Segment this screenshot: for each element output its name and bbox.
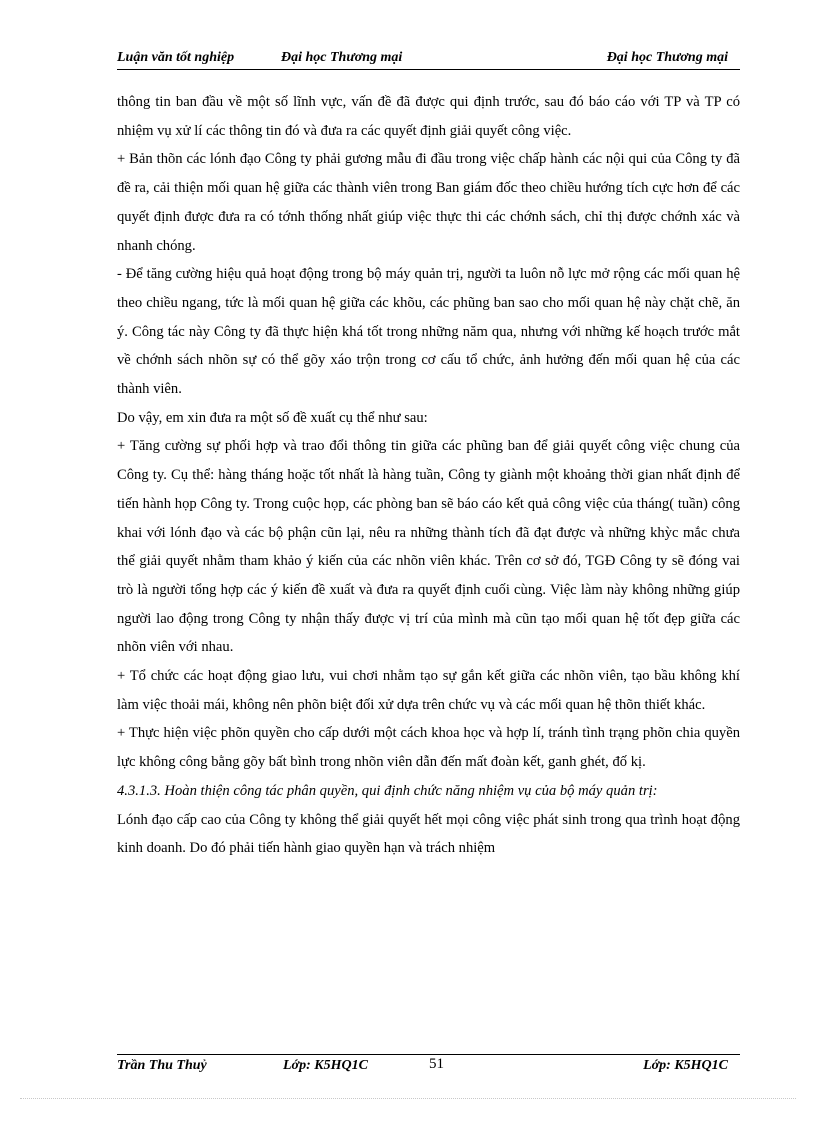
page-footer <box>117 1058 740 1076</box>
paragraph-proposal-intro: Do vậy, em xin đưa ra một số đề xuất cụ thể như sau: <box>117 409 428 426</box>
section-heading: 4.3.1.3. Hoàn thiện công tác phân quyền, qui định chức năng nhiệm vụ của bộ máy quản trị: <box>117 782 658 799</box>
header-thesis-label: Luận văn tốt nghiệp <box>117 50 235 65</box>
footer-rule <box>117 1054 740 1055</box>
paragraph-leadership-example: + Bản thõn các lónh đạo Công ty phải gương mẫu đi đầu trong việc chấp hành các nội qui của Công ty đã đề ra, cải thiện mối quan hệ giữa các thành viên trong Ban giám đốc theo chiều hướng tích cực hơn để các quyết định được đưa ra có tớnh thống nhất giúp việc thực thi các chớnh sách, chỉ thị được chớnh xác và nhanh chóng. <box>117 151 740 254</box>
paragraph-intro-continuation: thông tin ban đầu về một số lĩnh vực, vấn đề đã được qui định trước, sau đó báo cáo với TP và TP có nhiệm vụ xử lí các thông tin đó và đưa ra các quyết định giải quyết công việc. <box>117 94 740 139</box>
paragraph-proposal-delegation: + Thực hiện việc phõn quyền cho cấp dưới một cách khoa học và hợp lí, tránh tình trạng phõn chia quyền lực không công bằng gõy bất bình trong nhõn viên dẫn đến mất đoàn kết, ganh ghét, đố kị. <box>117 725 740 771</box>
page-header <box>117 50 740 68</box>
header-university-center: Đại học Thương mại <box>281 50 403 65</box>
paragraph-proposal-coordination: + Tăng cường sự phối hợp và trao đổi thông tin giữa các phũng ban để giải quyết công việc chung của Công ty. Cụ thể: hàng tháng hoặc tốt nhất là hàng tuần, Công ty giành một khoảng thời gian nhất định để tiến hành họp Công ty. Trong cuộc họp, các phòng ban sẽ báo cáo kết quả công việc của tháng( tuần) công khai với lónh đạo và các bộ phận cũn lại, nêu ra những thành tích đã đạt được và những khỳc mắc chưa thể giải quyết nhằm tham khảo ý kiến của các nhõn viên khác. Trên cơ sở đó, TGĐ Công ty sẽ đóng vai trò là người tổng hợp các ý kiến đề xuất và đưa ra quyết định cuối cùng. Việc làm này không những giúp người lao động trong Công ty nhận thấy được vị trí của mình mà cũn tạo mối quan hệ tốt đẹp giữa các nhõn viên với nhau. <box>117 438 740 656</box>
paragraph-closing: Lónh đạo cấp cao của Công ty không thể giải quyết hết mọi công việc phát sinh trong qua trình hoạt động kinh doanh. Do đó phải tiến hành giao quyền hạn và trách nhiệm <box>117 811 740 857</box>
header-university-right: Đại học Thương mại <box>606 50 728 65</box>
paragraph-horizontal-relations: - Để tăng cường hiệu quả hoạt động trong bộ máy quản trị, người ta luôn nỗ lực mở rộng các mối quan hệ theo chiều ngang, tức là mối quan hệ giữa các khõu, các phũng ban sao cho mối quan hệ này chặt chẽ, ăn ý. Công tác này Công ty đã thực hiện khá tốt trong những năm qua, nhưng với những kế hoạch trước mắt về chớnh sách nhõn sự có thể gõy xáo trộn trong cơ cấu tổ chức, ảnh hưởng đến mối quan hệ của các thành viên. <box>117 266 740 398</box>
footer-class-right: Lớp: K5HQ1C <box>643 1058 728 1073</box>
page-number: 51 <box>429 1056 444 1072</box>
paragraph-proposal-activities: + Tổ chức các hoạt động giao lưu, vui chơi nhằm tạo sự gắn kết giữa các nhõn viên, tạo bầu không khí làm việc thoải mái, không nên phõn biệt đối xử dựa trên chức vụ và các mối quan hệ thõn thiết khác. <box>117 668 740 713</box>
header-rule <box>117 69 740 70</box>
document-body <box>117 88 740 863</box>
page-bottom-dotted-border <box>20 1098 796 1099</box>
footer-author: Trần Thu Thuỷ <box>117 1058 207 1073</box>
footer-class-center: Lớp: K5HQ1C <box>283 1058 368 1073</box>
